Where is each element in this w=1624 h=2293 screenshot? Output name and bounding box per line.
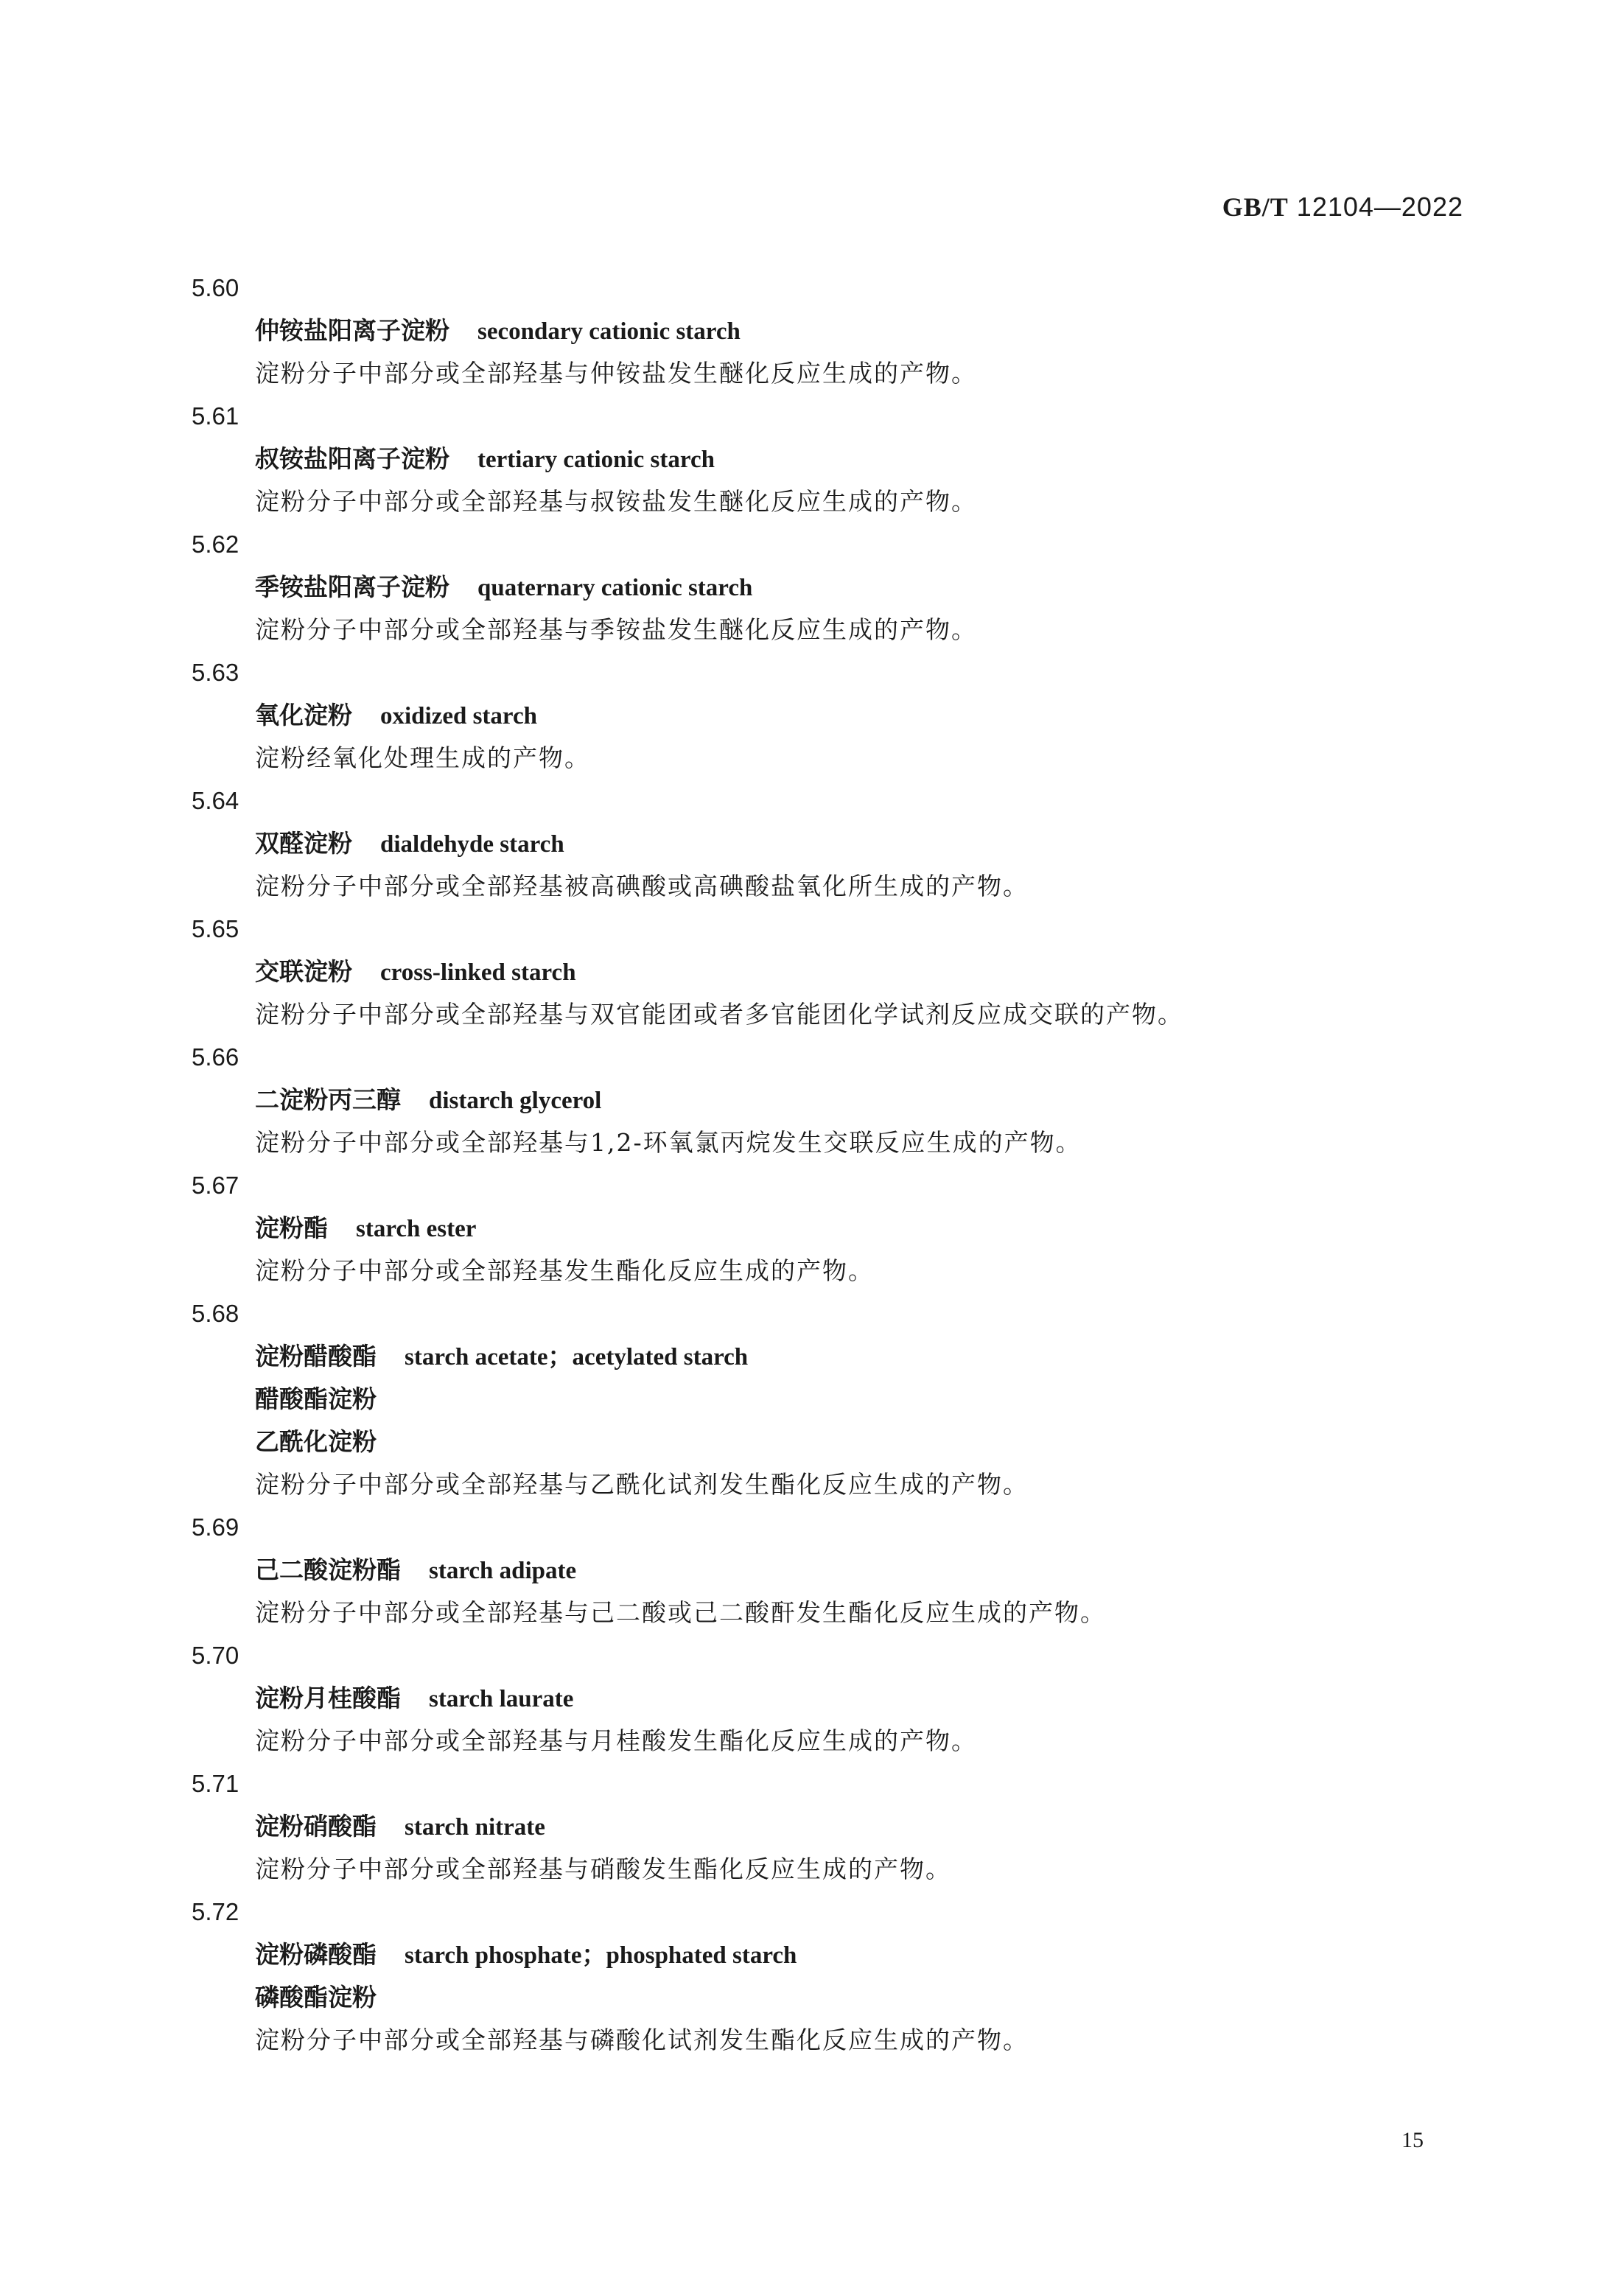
- term-english-name: cross-linked starch: [380, 959, 576, 986]
- term-number: 5.65: [192, 915, 239, 942]
- term-number: 5.61: [192, 402, 239, 430]
- term-entry: [192, 1036, 1459, 1164]
- term-definition: 淀粉分子中部分或全部羟基与季铵盐发生醚化反应生成的产物。: [255, 615, 977, 644]
- term-definition: 淀粉分子中部分或全部羟基被高碘酸或高碘酸盐氧化所生成的产物。: [255, 872, 1029, 900]
- term-definition: 淀粉分子中部分或全部羟基与1,2-环氧氯丙烷发生交联反应生成的产物。: [255, 1128, 1082, 1157]
- term-number: 5.66: [192, 1043, 239, 1071]
- term-english-name: tertiary cationic starch: [477, 447, 715, 473]
- term-chinese-name: 氧化淀粉: [255, 701, 352, 729]
- term-heading: [192, 1933, 1459, 1976]
- term-heading: [192, 1207, 1459, 1250]
- term-definition: 淀粉分子中部分或全部羟基与乙酰化试剂发生酯化反应生成的产物。: [255, 1470, 1029, 1499]
- term-number: 5.64: [192, 787, 239, 814]
- term-chinese-name: 仲铵盐阳离子淀粉: [255, 316, 449, 345]
- term-definition: 淀粉分子中部分或全部羟基发生酯化反应生成的产物。: [255, 1256, 874, 1285]
- term-heading: [192, 1805, 1459, 1848]
- term-english-name: starch laurate: [429, 1686, 574, 1712]
- term-synonym: 乙酰化淀粉: [255, 1427, 377, 1456]
- term-entry: [192, 395, 1459, 523]
- term-chinese-name: 淀粉磷酸酯: [255, 1940, 377, 1969]
- term-chinese-name: 淀粉醋酸酯: [255, 1342, 377, 1370]
- term-english-name: starch nitrate: [405, 1814, 545, 1841]
- term-chinese-name: 己二酸淀粉酯: [255, 1555, 401, 1584]
- term-chinese-name: 淀粉月桂酸酯: [255, 1684, 401, 1712]
- page-number: 15: [1401, 2128, 1424, 2152]
- standard-prefix: GB/T: [1222, 192, 1289, 222]
- term-heading: [192, 951, 1459, 993]
- term-english-name: starch acetate；acetylated starch: [405, 1344, 749, 1370]
- term-entry: [192, 1634, 1459, 1762]
- term-number: 5.69: [192, 1513, 239, 1541]
- term-heading: [192, 438, 1459, 480]
- term-entry: [192, 1506, 1459, 1634]
- term-definition: 淀粉分子中部分或全部羟基与月桂酸发生酯化反应生成的产物。: [255, 1726, 977, 1755]
- term-heading: [192, 822, 1459, 865]
- term-chinese-name: 叔铵盐阳离子淀粉: [255, 444, 449, 473]
- term-heading: [192, 1079, 1459, 1121]
- term-list: [192, 267, 1459, 2062]
- term-english-name: starch ester: [356, 1216, 477, 1242]
- term-entry: [192, 267, 1459, 395]
- term-english-name: distarch glycerol: [429, 1088, 602, 1114]
- term-entry: [192, 523, 1459, 651]
- term-heading: [192, 1335, 1459, 1378]
- term-entry: [192, 1292, 1459, 1506]
- term-number: 5.68: [192, 1300, 239, 1327]
- term-english-name: quaternary cationic starch: [477, 575, 753, 601]
- term-number: 5.63: [192, 659, 239, 686]
- term-english-name: starch adipate: [429, 1558, 577, 1584]
- term-number: 5.67: [192, 1172, 239, 1199]
- term-heading: [192, 566, 1459, 609]
- term-english-name: secondary cationic starch: [477, 318, 741, 345]
- term-chinese-name: 二淀粉丙三醇: [255, 1085, 401, 1114]
- term-number: 5.70: [192, 1642, 239, 1669]
- term-english-name: dialdehyde starch: [380, 831, 564, 858]
- term-definition: 淀粉分子中部分或全部羟基与双官能团或者多官能团化学试剂反应成交联的产物。: [255, 1000, 1183, 1029]
- term-synonym: 磷酸酯淀粉: [255, 1983, 377, 2012]
- term-chinese-name: 交联淀粉: [255, 957, 352, 986]
- term-number: 5.62: [192, 531, 239, 558]
- term-synonym: 醋酸酯淀粉: [255, 1384, 377, 1413]
- term-chinese-name: 双醛淀粉: [255, 829, 352, 858]
- term-definition: 淀粉经氧化处理生成的产物。: [255, 743, 590, 772]
- term-chinese-name: 淀粉酯: [255, 1214, 328, 1242]
- term-entry: [192, 1762, 1459, 1891]
- term-heading: [192, 694, 1459, 737]
- term-english-name: oxidized starch: [380, 703, 537, 729]
- standard-number: 12104—2022: [1296, 192, 1463, 222]
- term-entry: [192, 1891, 1459, 2062]
- term-number: 5.71: [192, 1770, 239, 1797]
- standard-code-header: [1222, 192, 1463, 223]
- term-entry: [192, 780, 1459, 908]
- term-entry: [192, 908, 1459, 1036]
- term-chinese-name: 淀粉硝酸酯: [255, 1812, 377, 1841]
- term-chinese-name: 季铵盐阳离子淀粉: [255, 573, 449, 601]
- term-definition: 淀粉分子中部分或全部羟基与磷酸化试剂发生酯化反应生成的产物。: [255, 2026, 1029, 2054]
- term-definition: 淀粉分子中部分或全部羟基与仲铵盐发生醚化反应生成的产物。: [255, 359, 977, 388]
- term-definition: 淀粉分子中部分或全部羟基与叔铵盐发生醚化反应生成的产物。: [255, 487, 977, 516]
- term-entry: [192, 651, 1459, 780]
- term-number: 5.60: [192, 274, 239, 301]
- term-definition: 淀粉分子中部分或全部羟基与硝酸发生酯化反应生成的产物。: [255, 1855, 951, 1883]
- term-entry: [192, 1164, 1459, 1292]
- term-number: 5.72: [192, 1898, 239, 1925]
- term-definition: 淀粉分子中部分或全部羟基与己二酸或己二酸酐发生酯化反应生成的产物。: [255, 1598, 1106, 1627]
- term-heading: [192, 309, 1459, 352]
- term-heading: [192, 1549, 1459, 1592]
- term-heading: [192, 1677, 1459, 1720]
- term-english-name: starch phosphate；phosphated starch: [405, 1942, 797, 1969]
